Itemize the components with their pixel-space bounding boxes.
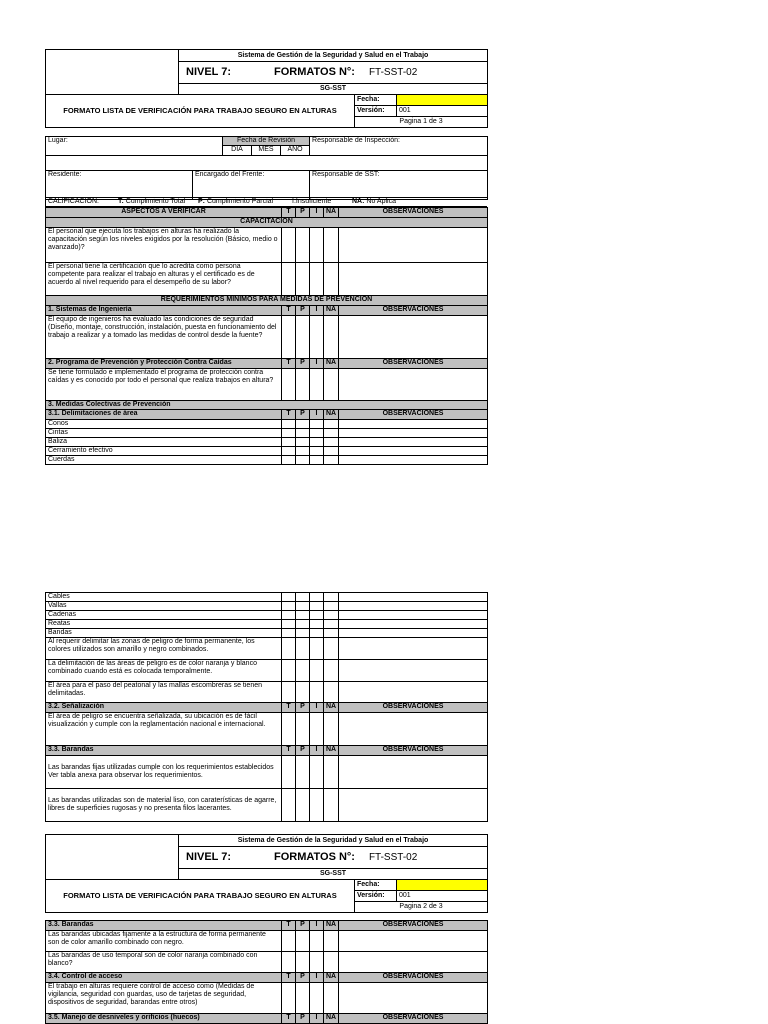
observation-cell[interactable] [339,456,488,465]
page-number: Pagina 2 de 3 [355,902,488,913]
check-p[interactable] [296,456,310,465]
item-text: Cables [46,593,282,602]
col-i: I [310,973,324,983]
check-i[interactable] [310,629,324,638]
check-p[interactable] [296,447,310,456]
table-row [46,629,488,638]
na-legend-text: No Aplica [366,198,396,205]
col-t: T [282,359,296,369]
checklist-page-1-continued [45,592,488,822]
check-p[interactable] [296,660,310,682]
check-na[interactable] [324,263,339,296]
col-na: NA [324,973,339,983]
check-na[interactable] [324,713,339,746]
col-na: NA [324,208,339,218]
form-code: FT-SST-02 [368,67,418,78]
check-na[interactable] [324,682,339,703]
observation-cell[interactable] [339,713,488,746]
item-text: Vallas [46,602,282,611]
col-observaciones: OBSERVACIONES [339,410,488,420]
item-text: Cadenas [46,611,282,620]
table-row [46,931,488,952]
info-block [45,136,488,200]
check-i[interactable] [310,263,324,296]
col-t: T [282,208,296,218]
table-row [46,611,488,620]
col-observaciones: OBSERVACIONES [339,746,488,756]
check-p[interactable] [296,931,310,952]
form-code: FT-SST-02 [368,852,418,863]
observation-cell[interactable] [339,438,488,447]
observation-cell[interactable] [339,316,488,359]
table-row [46,789,488,822]
observation-cell[interactable] [339,931,488,952]
form-title: FORMATO LISTA DE VERIFICACIÓN PARA TRABAJO SEGURO EN ALTURAS [46,880,355,913]
col-i: I [310,359,324,369]
col-na: NA [324,1014,339,1024]
col-i: I [310,703,324,713]
check-t[interactable] [282,713,296,746]
spacer [310,156,488,171]
check-p[interactable] [296,228,310,263]
item-text: Se tiene formulado e implementado el programa de protección contra caídas y es conocido por todo el personal que realiza trabajos en altura? [46,369,282,401]
table-row [46,638,488,660]
table-row [46,456,488,465]
system-name: Sistema de Gestión de la Seguridad y Salud en el Trabajo [179,50,488,62]
table-row [46,420,488,429]
table-row [46,316,488,359]
check-i[interactable] [310,447,324,456]
item-text: Cintas [46,429,282,438]
check-i[interactable] [310,952,324,973]
item-text: Las barandas de uso temporal son de color naranja combinado con blanco? [46,952,282,973]
check-i[interactable] [310,660,324,682]
col-p: P [296,1014,310,1024]
check-i[interactable] [310,620,324,629]
check-p[interactable] [296,952,310,973]
col-p: P [296,921,310,931]
col-i: I [310,306,324,316]
version-value: 001 [397,106,488,117]
fecha-value [397,880,488,891]
check-t[interactable] [282,611,296,620]
item-text: Las barandas utilizadas son de material liso, con caraterísticas de agarre, libres de superficies rugosas y no presenta filos lacerantes. [46,789,282,822]
check-p[interactable] [296,713,310,746]
check-p[interactable] [296,420,310,429]
table-row [46,447,488,456]
check-t[interactable] [282,756,296,789]
check-t[interactable] [282,263,296,296]
check-i[interactable] [310,611,324,620]
mes-label: MES [252,146,281,156]
check-i[interactable] [310,983,324,1014]
form-title: FORMATO LISTA DE VERIFICACIÓN PARA TRABAJO SEGURO EN ALTURAS [46,95,355,128]
col-t: T [282,703,296,713]
observation-cell[interactable] [339,682,488,703]
check-i[interactable] [310,316,324,359]
col-t: T [282,306,296,316]
col-t: T [282,1014,296,1024]
fecha-revision-label: Fecha de Revisión [223,137,310,146]
check-na[interactable] [324,420,339,429]
col-na: NA [324,410,339,420]
section-capacitacion: CAPACITACIÓN [46,218,488,228]
col-na: NA [324,359,339,369]
col-p: P [296,306,310,316]
ano-label: AÑO [281,146,310,156]
check-i[interactable] [310,438,324,447]
col-p: P [296,410,310,420]
observation-cell[interactable] [339,983,488,1014]
item-text: Conos [46,420,282,429]
check-t[interactable] [282,620,296,629]
i-legend: I:Insuficiente [292,198,332,205]
formatos-label: FORMATOS N°: [273,851,355,863]
check-na[interactable] [324,447,339,456]
version-label: Versión: [355,891,397,902]
check-na[interactable] [324,620,339,629]
check-p[interactable] [296,316,310,359]
check-i[interactable] [310,789,324,822]
item-text: El personal que ejecuta los trabajos en alturas ha realizado la capacitación según los niveles exigidos por la resolución (Básico, medio o avanzado)? [46,228,282,263]
check-i[interactable] [310,682,324,703]
section-medidas-colectivas: 3. Medidas Colectivas de Prevención [46,401,488,410]
section-control-acceso: 3.4. Control de acceso [46,973,282,983]
observation-cell[interactable] [339,369,488,401]
observation-cell[interactable] [339,602,488,611]
responsable-inspeccion-field[interactable]: Responsable de Inspección: [310,137,488,156]
observation-cell[interactable] [339,629,488,638]
check-t[interactable] [282,316,296,359]
header-block-page-1 [45,49,488,128]
check-t[interactable] [282,228,296,263]
sgsst-label: SG-SST [179,84,488,95]
check-t[interactable] [282,682,296,703]
check-p[interactable] [296,438,310,447]
dia-label: DIA [223,146,252,156]
col-i: I [310,410,324,420]
check-t[interactable] [282,629,296,638]
nivel-label: NIVEL 7: [186,851,232,863]
observation-cell[interactable] [339,660,488,682]
t-legend [118,198,185,206]
system-name: Sistema de Gestión de la Seguridad y Salud en el Trabajo [179,835,488,847]
table-row [46,756,488,789]
section-programa-prevencion: 2. Programa de Prevención y Protección Contra Caídas [46,359,282,369]
col-i: I [310,921,324,931]
observation-cell[interactable] [339,789,488,822]
table-row [46,620,488,629]
col-observaciones: OBSERVACIONES [339,306,488,316]
check-i[interactable] [310,369,324,401]
check-p[interactable] [296,263,310,296]
calificacion-label: CALIFICACIÓN: [48,198,99,205]
check-i[interactable] [310,420,324,429]
check-t[interactable] [282,789,296,822]
col-observaciones: OBSERVACIONES [339,208,488,218]
col-observaciones: OBSERVACIONES [339,359,488,369]
check-p[interactable] [296,593,310,602]
item-text: Las barandas ubicadas fijamente a la estructura de forma permanente son de color amarillo combinado con negro. [46,931,282,952]
spacer [46,156,223,171]
col-p: P [296,208,310,218]
check-i[interactable] [310,638,324,660]
section-barandas: 3.3. Barandas [46,746,282,756]
version-value: 001 [397,891,488,902]
na-legend [352,198,396,206]
col-observaciones: OBSERVACIONES [339,973,488,983]
check-p[interactable] [296,620,310,629]
item-text: Al requerir delimitar las zonas de peligro de forma permanente, los colores utilizados son amarillo y negro combinados. [46,638,282,660]
check-na[interactable] [324,660,339,682]
check-na[interactable] [324,952,339,973]
observation-cell[interactable] [339,638,488,660]
sgsst-label: SG-SST [179,869,488,880]
item-text: Bandas [46,629,282,638]
check-t[interactable] [282,660,296,682]
item-text: El área de peligro se encuentra señalizada, su ubicación es de fácil visualización y cumple con la reglamentación nacional e internacional. [46,713,282,746]
item-text: Baliza [46,438,282,447]
check-t[interactable] [282,420,296,429]
item-text: Cerramiento efectivo [46,447,282,456]
responsable-sst-field[interactable]: Responsable de SST: [310,171,488,200]
check-t[interactable] [282,429,296,438]
table-row [46,602,488,611]
check-t[interactable] [282,456,296,465]
col-na: NA [324,703,339,713]
check-i[interactable] [310,456,324,465]
section-manejo-desniveles: 3.5. Manejo de desniveles y orificios (huecos) [46,1014,282,1024]
fecha-value [397,95,488,106]
residente-field[interactable]: Residente: [46,171,193,200]
table-row [46,682,488,703]
check-na[interactable] [324,756,339,789]
check-na[interactable] [324,456,339,465]
table-row [46,263,488,296]
col-na: NA [324,306,339,316]
check-na[interactable] [324,638,339,660]
item-text: La delimitación de las áreas de peligro es de color naranja y blanco combinado cuando está es colocada temporalmente. [46,660,282,682]
formatos-label: FORMATOS N°: [273,66,355,78]
check-t[interactable] [282,931,296,952]
check-t[interactable] [282,438,296,447]
check-na[interactable] [324,438,339,447]
nivel-row [179,847,488,869]
observation-cell[interactable] [339,593,488,602]
item-text: Cuerdas [46,456,282,465]
observation-cell[interactable] [339,228,488,263]
p-legend [198,198,273,206]
check-na[interactable] [324,931,339,952]
col-p: P [296,746,310,756]
logo-cell [46,835,179,880]
p-legend-text: Cumplimiento Parcial [206,198,274,205]
col-i: I [310,746,324,756]
observation-cell[interactable] [339,756,488,789]
check-na[interactable] [324,629,339,638]
check-t[interactable] [282,983,296,1014]
table-row [46,713,488,746]
check-i[interactable] [310,602,324,611]
page-number: Pagina 1 de 3 [355,117,488,128]
col-i: I [310,1014,324,1024]
table-row [46,228,488,263]
check-i[interactable] [310,228,324,263]
item-text: El área para el paso del peatonal y las mallas escombreras se tienen delimitadas. [46,682,282,703]
table-row [46,369,488,401]
check-p[interactable] [296,629,310,638]
check-p[interactable] [296,602,310,611]
col-t: T [282,973,296,983]
check-na[interactable] [324,228,339,263]
fecha-label: Fecha: [355,95,397,106]
check-na[interactable] [324,316,339,359]
table-row [46,593,488,602]
check-p[interactable] [296,638,310,660]
check-i[interactable] [310,756,324,789]
item-text: Reatas [46,620,282,629]
fecha-label: Fecha: [355,880,397,891]
section-sistemas-ingenieria: 1. Sistemas de Ingeniería [46,306,282,316]
check-t[interactable] [282,952,296,973]
check-t[interactable] [282,638,296,660]
t-legend-code: T: [118,198,124,205]
check-p[interactable] [296,789,310,822]
checklist-page-1 [45,207,488,465]
check-i[interactable] [310,713,324,746]
col-i: I [310,208,324,218]
col-t: T [282,921,296,931]
col-observaciones: OBSERVACIONES [339,703,488,713]
table-row [46,952,488,973]
check-na[interactable] [324,369,339,401]
check-i[interactable] [310,931,324,952]
check-t[interactable] [282,593,296,602]
col-p: P [296,973,310,983]
check-na[interactable] [324,789,339,822]
check-na[interactable] [324,602,339,611]
col-p: P [296,359,310,369]
lugar-field[interactable]: Lugar: [46,137,223,156]
section-senalizacion: 3.2. Señalización [46,703,282,713]
calificacion-row [46,198,488,207]
check-i[interactable] [310,429,324,438]
check-t[interactable] [282,447,296,456]
section-delimitaciones: 3.1. Delimitaciones de área [46,410,282,420]
checklist-page-2 [45,920,488,1024]
col-p: P [296,703,310,713]
col-na: NA [324,921,339,931]
spacer [223,156,310,171]
check-t[interactable] [282,602,296,611]
t-legend-text: Cumplimiento Total [125,198,186,205]
check-na[interactable] [324,429,339,438]
check-p[interactable] [296,369,310,401]
check-p[interactable] [296,682,310,703]
table-row [46,429,488,438]
observation-cell[interactable] [339,447,488,456]
observation-cell[interactable] [339,952,488,973]
na-legend-code: NA: [352,198,365,205]
item-text: El personal tiene la certificación que lo acredita como persona competente para realizar el trabajo en alturas y el certificado es de acuerdo al nivel requerido para el desempeño de su labor? [46,263,282,296]
check-p[interactable] [296,429,310,438]
col-t: T [282,410,296,420]
observation-cell[interactable] [339,429,488,438]
table-row [46,983,488,1014]
col-aspectos: ASPECTOS A VERIFICAR [46,208,282,218]
calificacion-legend [45,197,487,207]
header-block-page-2 [45,834,488,913]
nivel-row [179,62,488,84]
table-row [46,660,488,682]
col-observaciones: OBSERVACIONES [339,921,488,931]
item-text: El trabajo en alturas requiere control de acceso como (Medidas de vigilancia, seguridad con guardas, uso de tarjetas de seguridad, dispositivos de seguridad, barandas entre otros) [46,983,282,1014]
col-t: T [282,746,296,756]
logo-cell [46,50,179,95]
check-p[interactable] [296,983,310,1014]
check-na[interactable] [324,593,339,602]
observation-cell[interactable] [339,420,488,429]
observation-cell[interactable] [339,611,488,620]
check-na[interactable] [324,983,339,1014]
table-row [46,438,488,447]
section-barandas: 3.3. Barandas [46,921,282,931]
col-observaciones: OBSERVACIONES [339,1014,488,1024]
check-p[interactable] [296,611,310,620]
section-requerimientos: REQUERIMIENTOS MINIMOS PARA MEDIDAS DE PREVENCION [46,296,488,306]
version-label: Versión: [355,106,397,117]
p-legend-code: P: [198,198,205,205]
encargado-field[interactable]: Encargado del Frente: [193,171,310,200]
check-p[interactable] [296,756,310,789]
item-text: Las barandas fijas utilizadas cumple con los requerimientos establecidos Ver tabla anexa para observar los requerimientos. [46,756,282,789]
observation-cell[interactable] [339,620,488,629]
observation-cell[interactable] [339,263,488,296]
item-text: El equipo de ingenieros ha evaluado las condiciones de seguridad (Diseño, montaje, construcción, instalación, puesta en funcionamiento del trabajo a realizar y a tomado las medidas de control desde la fuente? [46,316,282,359]
check-i[interactable] [310,593,324,602]
check-na[interactable] [324,611,339,620]
check-t[interactable] [282,369,296,401]
col-na: NA [324,746,339,756]
nivel-label: NIVEL 7: [186,66,232,78]
